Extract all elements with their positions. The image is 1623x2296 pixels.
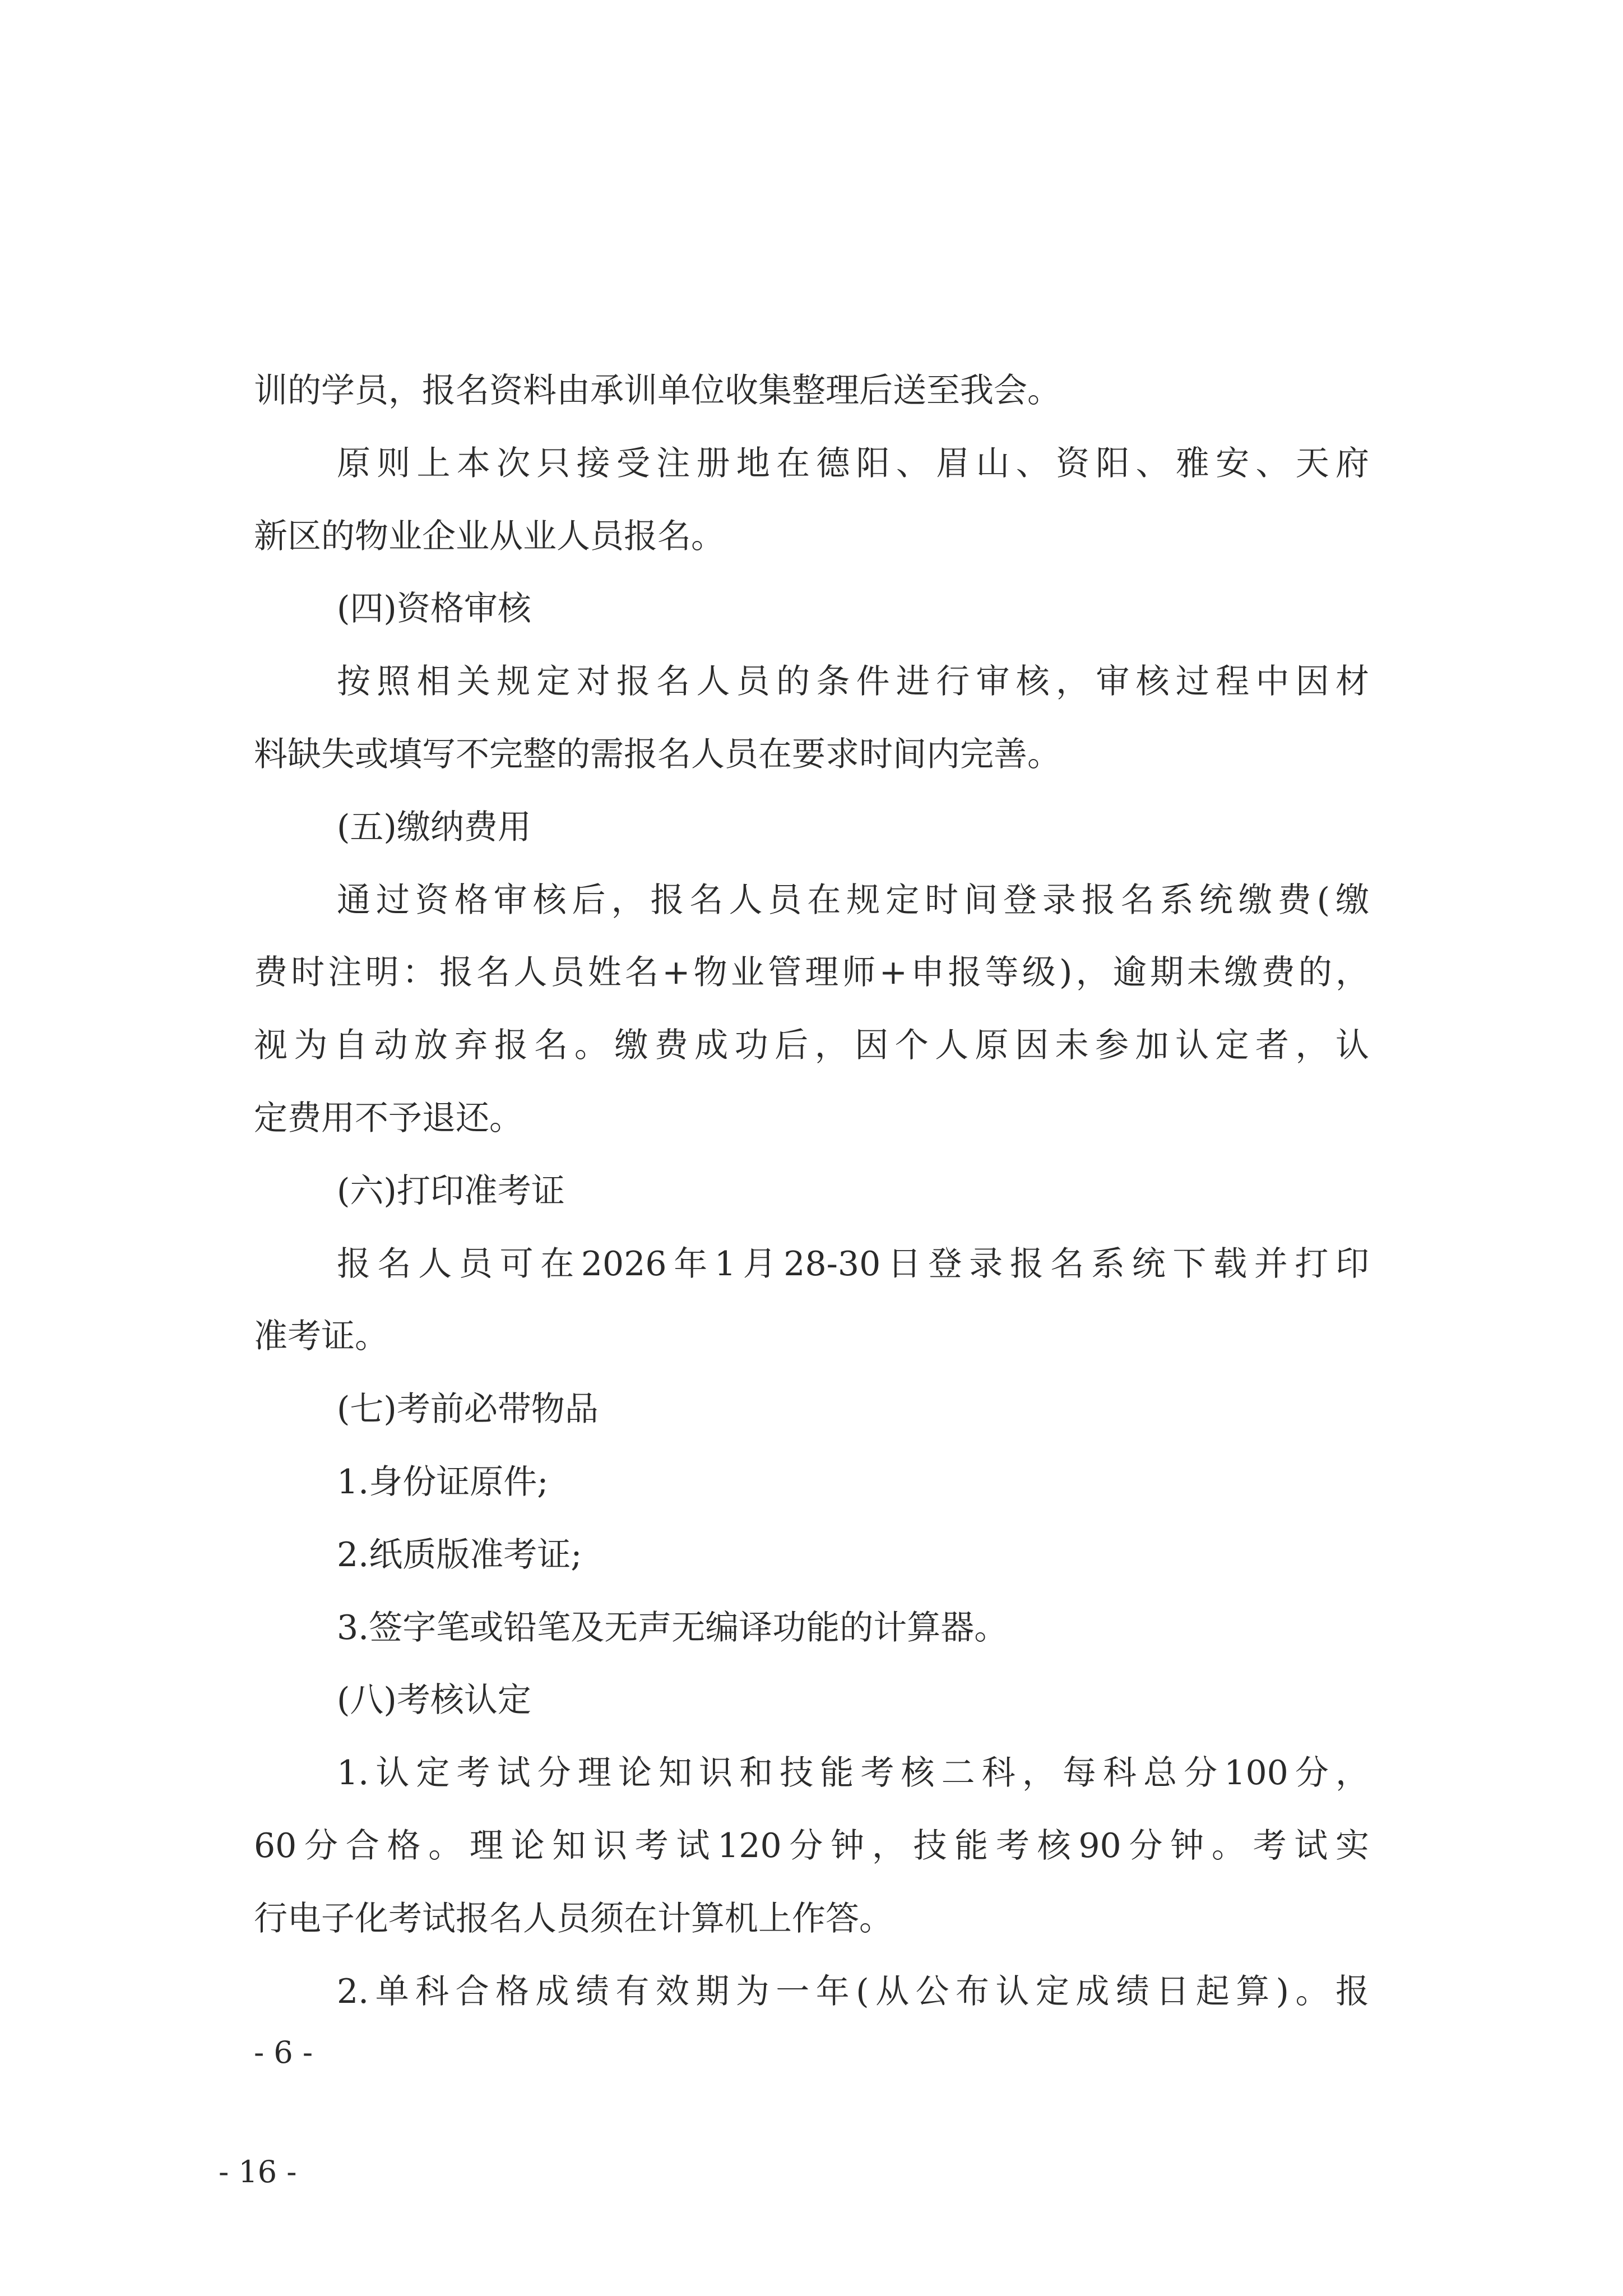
text-line: 按照相关规定对报名人员的条件进行审核，审核过程中因材 bbox=[337, 662, 1369, 702]
text-line: 1.身份证原件; bbox=[337, 1462, 549, 1502]
text-line: (五)缴纳费用 bbox=[337, 807, 531, 847]
text-line: 料缺失或填写不完整的需报名人员在要求时间内完善。 bbox=[254, 734, 1061, 774]
inner-page-number: - 6 - bbox=[254, 2035, 313, 2070]
text-line: 行电子化考试报名人员须在计算机上作答。 bbox=[254, 1899, 893, 1938]
text-line: 费时注明：报名人员姓名+物业管理师+申报等级)，逾期未缴费的， bbox=[254, 953, 1369, 993]
text-line: 1.认定考试分理论知识和技能考核二科，每科总分100分， bbox=[337, 1753, 1369, 1793]
text-line: 2.纸质版准考证; bbox=[337, 1535, 582, 1575]
text-line: 60分合格。理论知识考试120分钟，技能考核90分钟。考试实 bbox=[254, 1826, 1369, 1866]
text-line: 2.单科合格成绩有效期为一年(从公布认定成绩日起算)。报 bbox=[337, 1971, 1369, 2011]
outer-page-number: - 16 - bbox=[219, 2154, 297, 2189]
text-line: 视为自动放弃报名。缴费成功后，因个人原因未参加认定者，认 bbox=[254, 1026, 1369, 1066]
text-line: 报名人员可在2026年1月28-30日登录报名系统下载并打印 bbox=[337, 1244, 1369, 1284]
text-line: 定费用不予退还。 bbox=[254, 1098, 523, 1138]
text-line: 3.签字笔或铅笔及无声无编译功能的计算器。 bbox=[337, 1608, 1008, 1647]
text-line: 原则上本次只接受注册地在德阳、眉山、资阳、雅安、天府 bbox=[337, 443, 1369, 483]
text-line: (四)资格审核 bbox=[337, 589, 531, 629]
document-body bbox=[254, 355, 1369, 2028]
text-line: 新区的物业企业从业人员报名。 bbox=[254, 516, 725, 556]
text-line: (七)考前必带物品 bbox=[337, 1390, 599, 1429]
text-line: 通过资格审核后，报名人员在规定时间登录报名系统缴费(缴 bbox=[337, 880, 1369, 920]
text-line: 准考证。 bbox=[254, 1317, 388, 1357]
text-line: (六)打印准考证 bbox=[337, 1171, 565, 1211]
text-line: (八)考核认定 bbox=[337, 1681, 531, 1720]
text-line: 训的学员，报名资料由承训单位收集整理后送至我会。 bbox=[254, 371, 1061, 410]
